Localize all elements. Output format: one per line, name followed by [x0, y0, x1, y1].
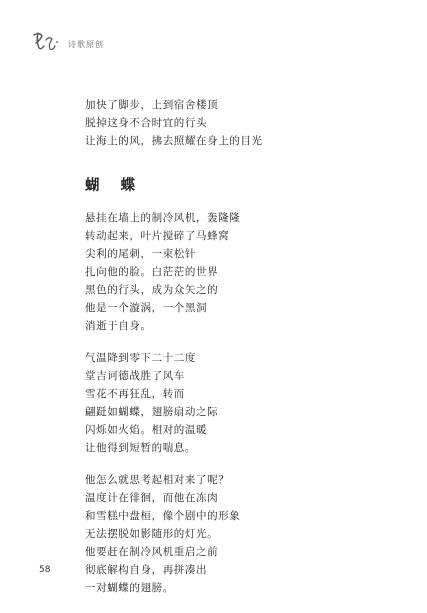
poem-line: 尖利的尾刺，一束松针 [85, 248, 196, 260]
poem-line: 雪花不再狂乱，转而 [85, 388, 185, 400]
poem-title: 蝴 蝶 [85, 177, 144, 194]
poem-line: 气温降到零下二十二度 [85, 352, 196, 364]
poem-line: 一对蝴蝶的翅膀。 [85, 582, 174, 594]
poem-line: 转动起来，叶片搅碎了马蜂窝 [85, 230, 230, 242]
poem-line: 他怎么就思考起相对来了呢？ [85, 474, 230, 486]
poem-line: 他是一个漩涡，一个黑洞 [85, 302, 208, 314]
poem-line: 闪烁如火焰。相对的温暖 [85, 424, 208, 436]
intro-stanza [85, 96, 405, 150]
poem-line: 和雪糕中盘桓，像个剧中的形象 [85, 510, 241, 522]
poem-content [85, 96, 405, 611]
calligraphy-logo-icon [31, 29, 65, 53]
poem-line: 翩跹如蝴蝶，翅膀扇动之际 [85, 406, 219, 418]
poem-line: 温度计在徘徊，而他在冻肉 [85, 492, 219, 504]
poem-line: 让海上的风，拂去照耀在身上的目光 [85, 135, 263, 147]
page-number: 58 [39, 565, 51, 575]
poem-line: 黑色的行头，成为众矢之的 [85, 284, 219, 296]
poem-stanza-1 [85, 209, 405, 335]
poem-line: 彻底解构自身，再拼凑出 [85, 564, 208, 576]
poem-line: 脱掉这身不合时宜的行头 [85, 117, 208, 129]
poem-line: 消逝于自身。 [85, 320, 152, 332]
poem-line: 加快了脚步，上到宿舍楼顶 [85, 99, 219, 111]
poem-line: 无法摆脱如影随形的灯光。 [85, 528, 219, 540]
header-title: 诗歌原创 [68, 40, 104, 49]
page-header [31, 29, 104, 53]
poem-stanza-3 [85, 471, 405, 597]
poem-line: 他要赶在制冷风机重启之前 [85, 546, 219, 558]
poem-stanza-2 [85, 349, 405, 457]
poem-line: 让他得到短暂的喘息。 [85, 442, 196, 454]
poem-line: 扎向他的脸。白茫茫的世界 [85, 266, 219, 278]
poem-line: 悬挂在墙上的制冷风机，轰隆隆 [85, 212, 241, 224]
poem-line: 堂吉诃德战胜了风车 [85, 370, 185, 382]
